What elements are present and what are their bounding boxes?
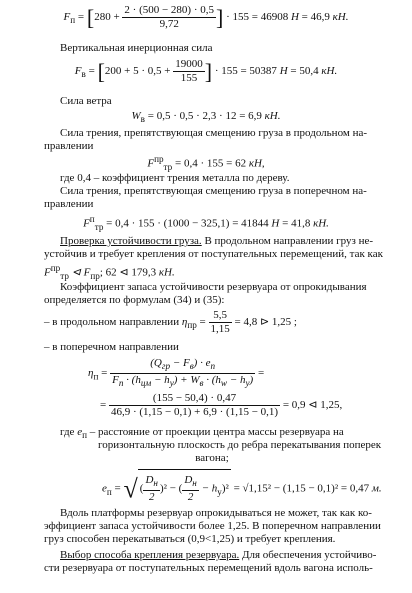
paragraph-stability-3: $F^{пр}_{тр}$ ⊲ $F_{пр}$; 62 ⊲ 179,3 кН. (44, 263, 175, 281)
text-where-e-1: где $e_п$ – расстояние от проекции центра массы резервуара на (60, 426, 344, 441)
text-cross-direction: – в поперечном направлении (44, 341, 179, 353)
text-wind-force: Сила ветра (60, 95, 112, 107)
fraction: $\frac{2 \cdot (500 - 280) \cdot 0,5}{9,72}$ (124, 4, 215, 30)
fraction: $\frac{5,5}{1,15}$ (210, 309, 230, 335)
equation-wind: $W_в = 0,5 \cdot 0,5 \cdot 2,3 \cdot 12 = 6,9$ кН. (131, 110, 281, 125)
fraction: $\frac{19000}{155}$ (175, 58, 203, 84)
paragraph-conclusion-1: Вдоль платформы резервуар опрокидываться не может, так как ко- (60, 507, 372, 519)
fraction: $\frac{D_н}{2}$ (145, 474, 158, 504)
equation-eta-cross-formula: $\eta_п$ = $\frac{(Q_{гр} - F_в) \cdot e_п}{F_п \cdot (h_{цм} - h_у) + W_в \cdot (h_w - h_у)}$ = (88, 357, 265, 389)
paragraph-conclusion-3: груз способен перекатываться (0,9<1,25) и требует крепления. (44, 533, 336, 545)
equation-friction-cross: $F^п_{тр} = 0,4 \cdot 155 \cdot (1000 - 325,1) = 41844$ Н = 41,8 кН. (83, 214, 329, 232)
equation-fv: $F_в = [200 + 5 \cdot 0,5$ + $\frac{19000}{155}$ ] · 155 = 50387 Н = 50,4 кН. (74, 58, 338, 84)
choice-heading: Выбор способа крепления резервуара. (60, 549, 240, 561)
paragraph-friction-cross-2: правлении (44, 198, 94, 210)
paragraph-choice-2: сти резервуара от поступательных перемещений вдоль вагона исполь- (44, 562, 373, 574)
text-where-e-3: вагона; (195, 452, 229, 464)
sqrt-icon: √ (123, 474, 138, 504)
equation-eta-cross-numeric: = $\frac{(155 - 50,4) \cdot 0,47}{46,9 \cdot (1,15 - 0,1) + 6,9 \cdot (1,15 - 0,1)}$ = 0,9 ⊲ 1,25, (100, 392, 343, 418)
paragraph-coef-2: определяется по формулам (34) и (35): (44, 294, 225, 306)
paragraph-friction-cross-1: Сила трения, препятствующая смещению груза в поперечном на- (60, 185, 367, 197)
equation-friction-long: $F^{пр}_{тр} = 0,4 \cdot 155 = 62$ кН, (147, 154, 265, 172)
stability-heading: Проверка устойчивости груза. (60, 235, 202, 247)
fraction: $\frac{(Q_{гр} - F_в) \cdot e_п}{F_п \cdot (h_{цм} - h_у) + W_в \cdot (h_w - h_у)}$ (112, 357, 254, 389)
text-where-e-2: горизонтальную плоскость до ребра перекатывания поперек (98, 439, 382, 451)
fraction: $\frac{(155 - 50,4) \cdot 0,47}{46,9 \cdot (1,15 - 0,1) + 6,9 \cdot (1,15 - 0,1)}$ (110, 392, 279, 418)
paragraph-coef-1: Коэффициент запаса устойчивости резервуара от опрокидывания (60, 281, 367, 293)
paragraph-friction-long-1: Сила трения, препятствующая смещению груза в продольном на- (60, 127, 368, 139)
fraction: $\frac{D_н}{2}$ (184, 474, 197, 504)
paragraph-stability-1: Проверка устойчивости груза. В продольном направлении груз не- (60, 235, 374, 247)
paragraph-choice-1: Выбор способа крепления резервуара. Для обеспечения устойчиво- (60, 549, 377, 561)
equation-e: $e_п$ = √( $\frac{D_н}{2}$ )² − ( $\frac{D_н}{2}$ − $h_у)^2 = √1,15^2 - (1,15 - 0,1)^2 = 0,47$ м. (102, 469, 382, 504)
equation-fp: $F_п = [280$ + $\frac{2 \cdot (500 - 280) \cdot 0,5}{9,72}$ ] · 155 = 46908 Н = 46,9 кН. (63, 4, 349, 30)
text-vertical-force: Вертикальная инерционная сила (60, 42, 213, 54)
paragraph-stability-2: устойчив и требует крепления от поступательных перемещений, так как (44, 248, 383, 260)
equation-eta-long: – в продольном направлении $\eta_{пр}$ = $\frac{5,5}{1,15}$ = 4,8 ⊳ 1,25 ; (44, 309, 297, 335)
text-friction-coef: где 0,4 – коэффициент трения металла по дереву. (60, 172, 290, 184)
paragraph-conclusion-2: эффициент запаса устойчивости более 1,25. В поперечном направлении (44, 520, 381, 532)
paragraph-friction-long-2: правлении (44, 140, 94, 152)
